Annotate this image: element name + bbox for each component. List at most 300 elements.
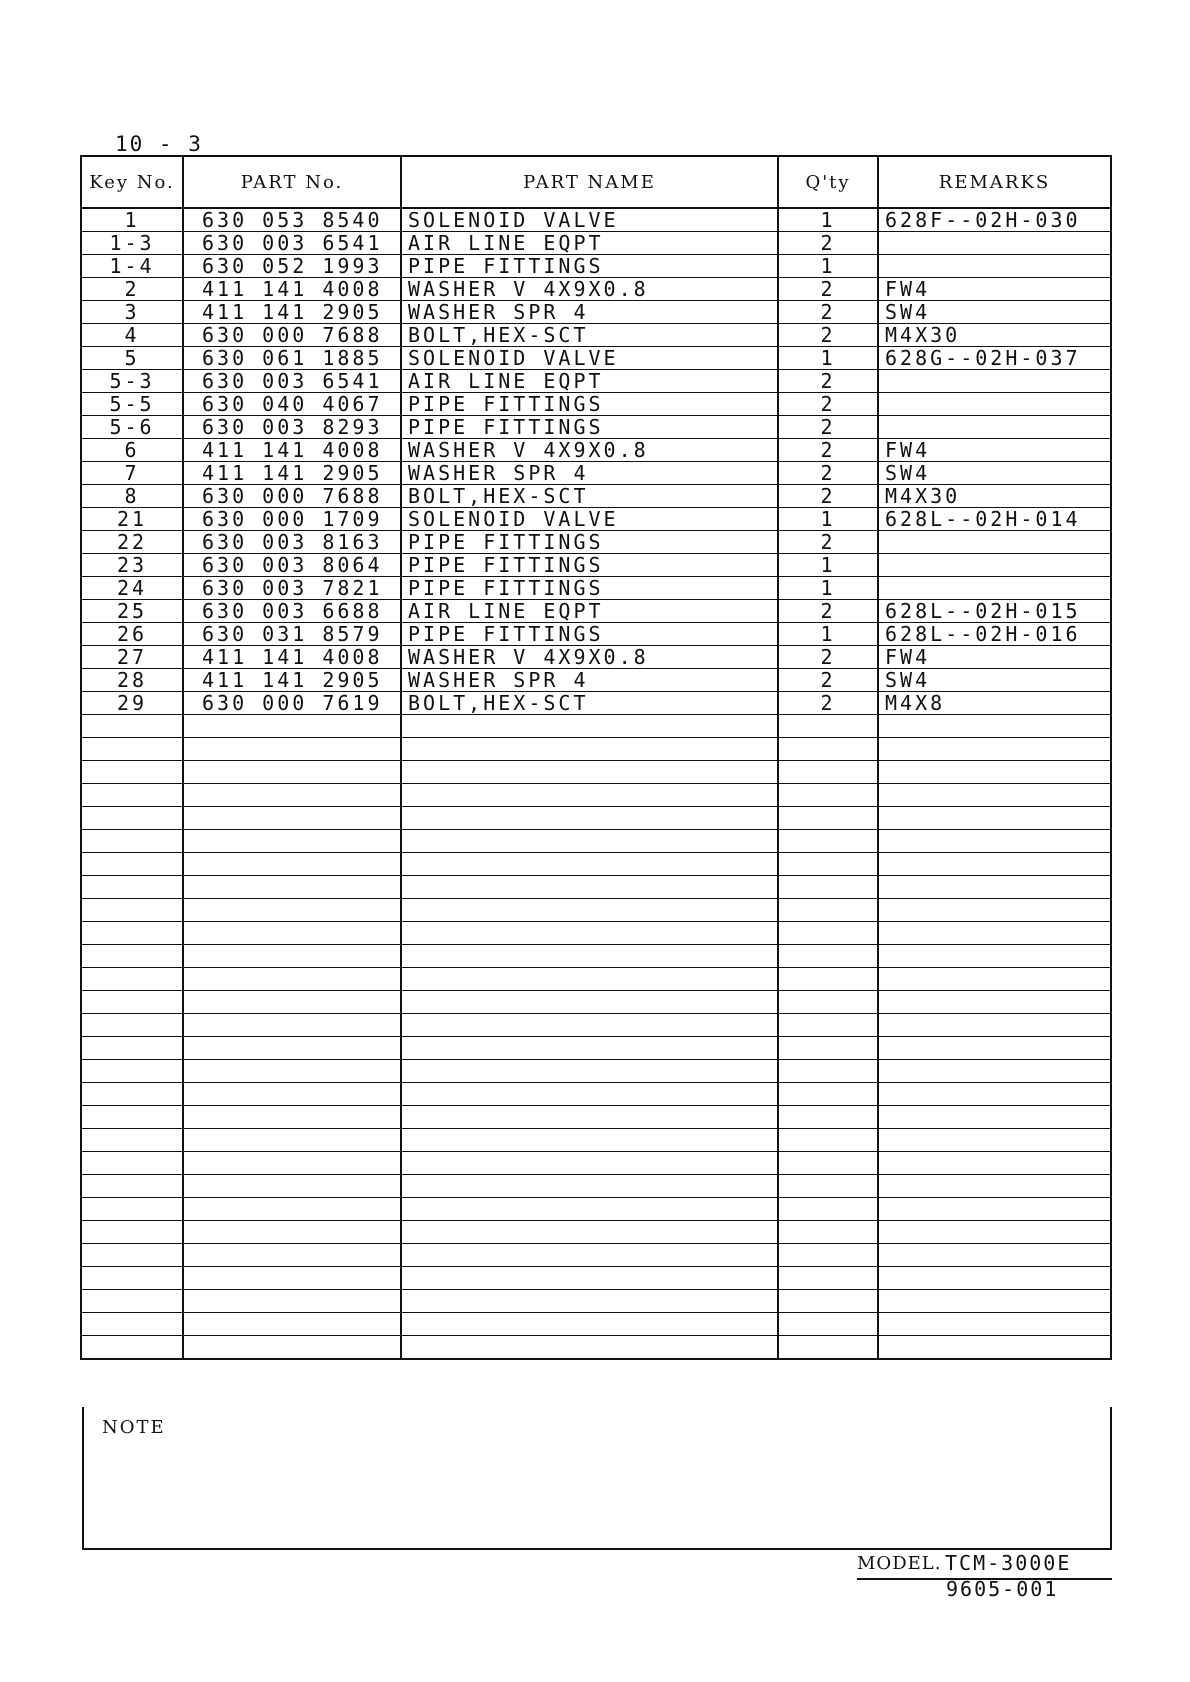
- cell-part-name: WASHER SPR 4: [401, 462, 778, 485]
- cell-qty-empty: [778, 1336, 878, 1360]
- cell-key-no-empty: [81, 945, 183, 968]
- cell-part-no: 630 053 8540: [183, 208, 401, 232]
- cell-qty: 1: [778, 347, 878, 370]
- cell-qty: 1: [778, 577, 878, 600]
- model-value: TCM-3000E: [945, 1551, 1072, 1575]
- cell-part-no: 630 003 7821: [183, 577, 401, 600]
- table-row: [81, 370, 1111, 393]
- empty-table-row: [81, 1244, 1111, 1267]
- cell-remarks-empty: [878, 738, 1111, 761]
- cell-key-no-empty: [81, 922, 183, 945]
- cell-part-name-empty: [401, 784, 778, 807]
- cell-key-no: 5-3: [81, 370, 183, 393]
- cell-part-no-empty: [183, 738, 401, 761]
- cell-part-name-empty: [401, 1014, 778, 1037]
- cell-part-no: 630 031 8579: [183, 623, 401, 646]
- cell-part-name: PIPE FITTINGS: [401, 255, 778, 278]
- cell-qty-empty: [778, 1313, 878, 1336]
- cell-key-no: 2: [81, 278, 183, 301]
- cell-key-no: 6: [81, 439, 183, 462]
- cell-part-no: 630 003 6541: [183, 370, 401, 393]
- cell-remarks-empty: [878, 876, 1111, 899]
- table-row: [81, 646, 1111, 669]
- cell-part-no: 411 141 2905: [183, 462, 401, 485]
- cell-part-name: AIR LINE EQPT: [401, 232, 778, 255]
- cell-remarks: [878, 531, 1111, 554]
- cell-part-name: WASHER V 4X9X0.8: [401, 278, 778, 301]
- cell-remarks-empty: [878, 945, 1111, 968]
- cell-part-no-empty: [183, 1014, 401, 1037]
- cell-key-no-empty: [81, 830, 183, 853]
- empty-table-row: [81, 968, 1111, 991]
- table-row: [81, 208, 1111, 232]
- cell-key-no-empty: [81, 1060, 183, 1083]
- table-row: [81, 485, 1111, 508]
- cell-part-no: 630 003 8163: [183, 531, 401, 554]
- cell-qty-empty: [778, 945, 878, 968]
- cell-qty: 1: [778, 508, 878, 531]
- cell-key-no: 5-6: [81, 416, 183, 439]
- cell-part-no-empty: [183, 1060, 401, 1083]
- cell-remarks: [878, 577, 1111, 600]
- cell-key-no: 5-5: [81, 393, 183, 416]
- cell-part-no-empty: [183, 1221, 401, 1244]
- cell-part-name-empty: [401, 738, 778, 761]
- column-header-part-no: PART No.: [183, 156, 401, 208]
- cell-qty-empty: [778, 715, 878, 738]
- cell-qty-empty: [778, 830, 878, 853]
- cell-qty-empty: [778, 1083, 878, 1106]
- cell-qty-empty: [778, 991, 878, 1014]
- cell-part-name-empty: [401, 945, 778, 968]
- table-row: [81, 393, 1111, 416]
- parts-table-body: [81, 208, 1111, 1359]
- cell-part-no: 630 003 8293: [183, 416, 401, 439]
- cell-part-name-empty: [401, 761, 778, 784]
- cell-part-no: 630 000 1709: [183, 508, 401, 531]
- cell-key-no-empty: [81, 1037, 183, 1060]
- cell-key-no: 28: [81, 669, 183, 692]
- cell-qty-empty: [778, 899, 878, 922]
- table-header-row: [81, 156, 1111, 208]
- cell-part-no-empty: [183, 1336, 401, 1360]
- table-row: [81, 554, 1111, 577]
- table-row: [81, 508, 1111, 531]
- cell-qty-empty: [778, 968, 878, 991]
- cell-part-no: 630 003 6541: [183, 232, 401, 255]
- cell-remarks-empty: [878, 761, 1111, 784]
- cell-remarks: [878, 255, 1111, 278]
- cell-key-no-empty: [81, 715, 183, 738]
- cell-qty-empty: [778, 1060, 878, 1083]
- cell-key-no-empty: [81, 1083, 183, 1106]
- cell-remarks-empty: [878, 807, 1111, 830]
- cell-remarks-empty: [878, 922, 1111, 945]
- cell-key-no-empty: [81, 968, 183, 991]
- cell-key-no: 25: [81, 600, 183, 623]
- cell-key-no-empty: [81, 1152, 183, 1175]
- cell-part-name-empty: [401, 991, 778, 1014]
- cell-qty: 2: [778, 600, 878, 623]
- table-row: [81, 669, 1111, 692]
- table-row: [81, 600, 1111, 623]
- cell-part-name-empty: [401, 1152, 778, 1175]
- cell-key-no: 7: [81, 462, 183, 485]
- cell-qty: 1: [778, 255, 878, 278]
- cell-part-name: AIR LINE EQPT: [401, 600, 778, 623]
- cell-part-no-empty: [183, 807, 401, 830]
- cell-key-no-empty: [81, 761, 183, 784]
- cell-qty: 2: [778, 531, 878, 554]
- cell-remarks: [878, 416, 1111, 439]
- cell-part-name: WASHER SPR 4: [401, 301, 778, 324]
- cell-key-no: 5: [81, 347, 183, 370]
- cell-part-name-empty: [401, 1129, 778, 1152]
- cell-key-no-empty: [81, 1175, 183, 1198]
- cell-key-no-empty: [81, 991, 183, 1014]
- cell-key-no: 23: [81, 554, 183, 577]
- cell-part-name-empty: [401, 830, 778, 853]
- empty-table-row: [81, 945, 1111, 968]
- cell-part-no: 630 052 1993: [183, 255, 401, 278]
- cell-remarks: SW4: [878, 462, 1111, 485]
- cell-remarks-empty: [878, 1175, 1111, 1198]
- cell-qty-empty: [778, 1129, 878, 1152]
- empty-table-row: [81, 1313, 1111, 1336]
- cell-key-no-empty: [81, 1313, 183, 1336]
- empty-table-row: [81, 1014, 1111, 1037]
- cell-part-no-empty: [183, 1244, 401, 1267]
- cell-qty-empty: [778, 1221, 878, 1244]
- empty-table-row: [81, 991, 1111, 1014]
- cell-remarks-empty: [878, 1037, 1111, 1060]
- cell-part-name-empty: [401, 807, 778, 830]
- cell-remarks: 628L--02H-014: [878, 508, 1111, 531]
- cell-qty-empty: [778, 922, 878, 945]
- empty-table-row: [81, 876, 1111, 899]
- cell-part-name-empty: [401, 1221, 778, 1244]
- cell-qty-empty: [778, 1244, 878, 1267]
- cell-part-name: WASHER SPR 4: [401, 669, 778, 692]
- cell-qty: 2: [778, 370, 878, 393]
- cell-qty: 2: [778, 324, 878, 347]
- cell-remarks-empty: [878, 1313, 1111, 1336]
- cell-key-no-empty: [81, 807, 183, 830]
- empty-table-row: [81, 1060, 1111, 1083]
- cell-part-name-empty: [401, 876, 778, 899]
- cell-remarks-empty: [878, 830, 1111, 853]
- table-row: [81, 416, 1111, 439]
- column-header-remarks: REMARKS: [878, 156, 1111, 208]
- cell-key-no: 27: [81, 646, 183, 669]
- cell-qty-empty: [778, 1175, 878, 1198]
- cell-part-no-empty: [183, 1129, 401, 1152]
- cell-key-no-empty: [81, 1129, 183, 1152]
- empty-table-row: [81, 1290, 1111, 1313]
- cell-part-name: BOLT,HEX-SCT: [401, 485, 778, 508]
- model-line: [857, 1551, 1112, 1580]
- cell-remarks-empty: [878, 1129, 1111, 1152]
- cell-remarks: FW4: [878, 439, 1111, 462]
- cell-key-no-empty: [81, 784, 183, 807]
- cell-part-no-empty: [183, 1152, 401, 1175]
- cell-remarks: FW4: [878, 646, 1111, 669]
- table-row: [81, 232, 1111, 255]
- table-row: [81, 623, 1111, 646]
- empty-table-row: [81, 1221, 1111, 1244]
- cell-key-no: 22: [81, 531, 183, 554]
- cell-qty: 2: [778, 485, 878, 508]
- empty-table-row: [81, 1267, 1111, 1290]
- cell-part-no: 630 003 6688: [183, 600, 401, 623]
- cell-part-no: 411 141 4008: [183, 278, 401, 301]
- document-number: 9605-001: [946, 1577, 1059, 1601]
- cell-key-no-empty: [81, 1336, 183, 1360]
- cell-remarks-empty: [878, 1014, 1111, 1037]
- empty-table-row: [81, 1198, 1111, 1221]
- cell-key-no-empty: [81, 1267, 183, 1290]
- empty-table-row: [81, 807, 1111, 830]
- cell-key-no-empty: [81, 853, 183, 876]
- empty-table-row: [81, 922, 1111, 945]
- cell-key-no-empty: [81, 1198, 183, 1221]
- empty-table-row: [81, 761, 1111, 784]
- empty-table-row: [81, 738, 1111, 761]
- table-row: [81, 301, 1111, 324]
- cell-part-name-empty: [401, 715, 778, 738]
- cell-remarks: SW4: [878, 301, 1111, 324]
- cell-qty-empty: [778, 1014, 878, 1037]
- cell-qty: 2: [778, 692, 878, 715]
- column-header-part-name: PART NAME: [401, 156, 778, 208]
- cell-part-name-empty: [401, 968, 778, 991]
- cell-qty-empty: [778, 738, 878, 761]
- cell-part-name: PIPE FITTINGS: [401, 393, 778, 416]
- cell-qty: 1: [778, 554, 878, 577]
- cell-key-no: 1: [81, 208, 183, 232]
- cell-remarks: 628L--02H-016: [878, 623, 1111, 646]
- cell-part-name-empty: [401, 1336, 778, 1360]
- empty-table-row: [81, 1037, 1111, 1060]
- cell-part-name: PIPE FITTINGS: [401, 554, 778, 577]
- cell-key-no: 1-4: [81, 255, 183, 278]
- cell-part-name: BOLT,HEX-SCT: [401, 324, 778, 347]
- cell-qty-empty: [778, 1198, 878, 1221]
- cell-remarks: [878, 232, 1111, 255]
- cell-part-name-empty: [401, 1037, 778, 1060]
- cell-qty: 2: [778, 278, 878, 301]
- cell-remarks-empty: [878, 1083, 1111, 1106]
- cell-remarks-empty: [878, 1336, 1111, 1360]
- cell-remarks-empty: [878, 1221, 1111, 1244]
- cell-remarks-empty: [878, 968, 1111, 991]
- cell-qty: 1: [778, 208, 878, 232]
- cell-part-no-empty: [183, 761, 401, 784]
- cell-part-name: PIPE FITTINGS: [401, 577, 778, 600]
- table-row: [81, 347, 1111, 370]
- cell-part-name: PIPE FITTINGS: [401, 531, 778, 554]
- cell-key-no: 8: [81, 485, 183, 508]
- cell-remarks: 628L--02H-015: [878, 600, 1111, 623]
- cell-part-no-empty: [183, 1198, 401, 1221]
- cell-remarks: [878, 370, 1111, 393]
- cell-part-no-empty: [183, 715, 401, 738]
- cell-part-name: WASHER V 4X9X0.8: [401, 439, 778, 462]
- cell-remarks-empty: [878, 991, 1111, 1014]
- cell-key-no-empty: [81, 899, 183, 922]
- cell-part-no: 630 000 7688: [183, 485, 401, 508]
- table-row: [81, 692, 1111, 715]
- empty-table-row: [81, 1129, 1111, 1152]
- cell-remarks-empty: [878, 1106, 1111, 1129]
- cell-remarks-empty: [878, 1152, 1111, 1175]
- cell-remarks: [878, 554, 1111, 577]
- cell-part-name-empty: [401, 1290, 778, 1313]
- cell-qty: 2: [778, 669, 878, 692]
- cell-key-no-empty: [81, 1290, 183, 1313]
- cell-qty-empty: [778, 807, 878, 830]
- cell-key-no-empty: [81, 1106, 183, 1129]
- cell-qty: 2: [778, 232, 878, 255]
- cell-key-no-empty: [81, 1244, 183, 1267]
- table-row: [81, 531, 1111, 554]
- cell-key-no-empty: [81, 876, 183, 899]
- empty-table-row: [81, 1336, 1111, 1360]
- cell-part-no-empty: [183, 945, 401, 968]
- cell-part-name-empty: [401, 1083, 778, 1106]
- cell-part-name-empty: [401, 1313, 778, 1336]
- page-number: 10 - 3: [115, 132, 203, 156]
- empty-table-row: [81, 899, 1111, 922]
- cell-key-no: 26: [81, 623, 183, 646]
- cell-remarks: FW4: [878, 278, 1111, 301]
- cell-remarks-empty: [878, 1060, 1111, 1083]
- cell-qty-empty: [778, 784, 878, 807]
- cell-remarks-empty: [878, 899, 1111, 922]
- cell-qty: 2: [778, 416, 878, 439]
- cell-part-name-empty: [401, 1060, 778, 1083]
- cell-part-no: 411 141 4008: [183, 439, 401, 462]
- empty-table-row: [81, 715, 1111, 738]
- cell-part-no-empty: [183, 1106, 401, 1129]
- cell-part-name-empty: [401, 1198, 778, 1221]
- cell-qty: 2: [778, 462, 878, 485]
- table-row: [81, 278, 1111, 301]
- cell-part-no-empty: [183, 899, 401, 922]
- cell-part-no: 630 000 7688: [183, 324, 401, 347]
- cell-remarks: 628G--02H-037: [878, 347, 1111, 370]
- cell-part-name-empty: [401, 853, 778, 876]
- cell-part-no: 411 141 4008: [183, 646, 401, 669]
- table-row: [81, 577, 1111, 600]
- empty-table-row: [81, 784, 1111, 807]
- cell-part-name: BOLT,HEX-SCT: [401, 692, 778, 715]
- cell-part-no: 630 061 1885: [183, 347, 401, 370]
- cell-remarks-empty: [878, 1244, 1111, 1267]
- cell-part-no-empty: [183, 1083, 401, 1106]
- cell-key-no: 24: [81, 577, 183, 600]
- cell-remarks: SW4: [878, 669, 1111, 692]
- empty-table-row: [81, 830, 1111, 853]
- cell-key-no-empty: [81, 1014, 183, 1037]
- cell-remarks-empty: [878, 1267, 1111, 1290]
- cell-part-no-empty: [183, 830, 401, 853]
- parts-list-table: [80, 155, 1112, 1360]
- cell-qty: 1: [778, 623, 878, 646]
- cell-remarks: M4X30: [878, 485, 1111, 508]
- cell-remarks-empty: [878, 715, 1111, 738]
- cell-qty-empty: [778, 1267, 878, 1290]
- cell-remarks: [878, 393, 1111, 416]
- table-row: [81, 439, 1111, 462]
- cell-key-no-empty: [81, 1221, 183, 1244]
- cell-qty: 2: [778, 393, 878, 416]
- cell-part-name-empty: [401, 1106, 778, 1129]
- cell-part-name: SOLENOID VALVE: [401, 347, 778, 370]
- cell-qty-empty: [778, 1037, 878, 1060]
- cell-key-no-empty: [81, 738, 183, 761]
- note-label: NOTE: [102, 1417, 166, 1438]
- empty-table-row: [81, 1152, 1111, 1175]
- cell-qty: 2: [778, 301, 878, 324]
- column-header-qty: Q'ty: [778, 156, 878, 208]
- cell-part-name-empty: [401, 1244, 778, 1267]
- empty-table-row: [81, 853, 1111, 876]
- table-row: [81, 255, 1111, 278]
- cell-qty: 2: [778, 646, 878, 669]
- cell-part-no-empty: [183, 1175, 401, 1198]
- cell-part-no: 411 141 2905: [183, 301, 401, 324]
- cell-part-no-empty: [183, 876, 401, 899]
- cell-part-name: PIPE FITTINGS: [401, 623, 778, 646]
- cell-key-no: 29: [81, 692, 183, 715]
- cell-key-no: 3: [81, 301, 183, 324]
- cell-part-name-empty: [401, 1267, 778, 1290]
- cell-part-no: 630 040 4067: [183, 393, 401, 416]
- cell-key-no: 1-3: [81, 232, 183, 255]
- cell-qty-empty: [778, 1290, 878, 1313]
- cell-part-no-empty: [183, 922, 401, 945]
- note-box: [82, 1407, 1112, 1550]
- cell-part-name: SOLENOID VALVE: [401, 208, 778, 232]
- cell-part-name: AIR LINE EQPT: [401, 370, 778, 393]
- cell-part-name: WASHER V 4X9X0.8: [401, 646, 778, 669]
- cell-part-name-empty: [401, 922, 778, 945]
- cell-part-no-empty: [183, 784, 401, 807]
- cell-part-name-empty: [401, 899, 778, 922]
- cell-part-no-empty: [183, 991, 401, 1014]
- empty-table-row: [81, 1083, 1111, 1106]
- cell-part-name: SOLENOID VALVE: [401, 508, 778, 531]
- cell-part-no-empty: [183, 968, 401, 991]
- cell-part-no: 630 003 8064: [183, 554, 401, 577]
- cell-qty-empty: [778, 876, 878, 899]
- table-row: [81, 324, 1111, 347]
- cell-part-no-empty: [183, 1313, 401, 1336]
- cell-key-no: 4: [81, 324, 183, 347]
- cell-qty-empty: [778, 761, 878, 784]
- cell-key-no: 21: [81, 508, 183, 531]
- cell-part-no-empty: [183, 853, 401, 876]
- cell-part-no-empty: [183, 1267, 401, 1290]
- cell-part-no: 411 141 2905: [183, 669, 401, 692]
- empty-table-row: [81, 1106, 1111, 1129]
- model-label: MODEL.: [857, 1553, 942, 1574]
- empty-table-row: [81, 1175, 1111, 1198]
- table-row: [81, 462, 1111, 485]
- cell-remarks-empty: [878, 853, 1111, 876]
- cell-qty-empty: [778, 1106, 878, 1129]
